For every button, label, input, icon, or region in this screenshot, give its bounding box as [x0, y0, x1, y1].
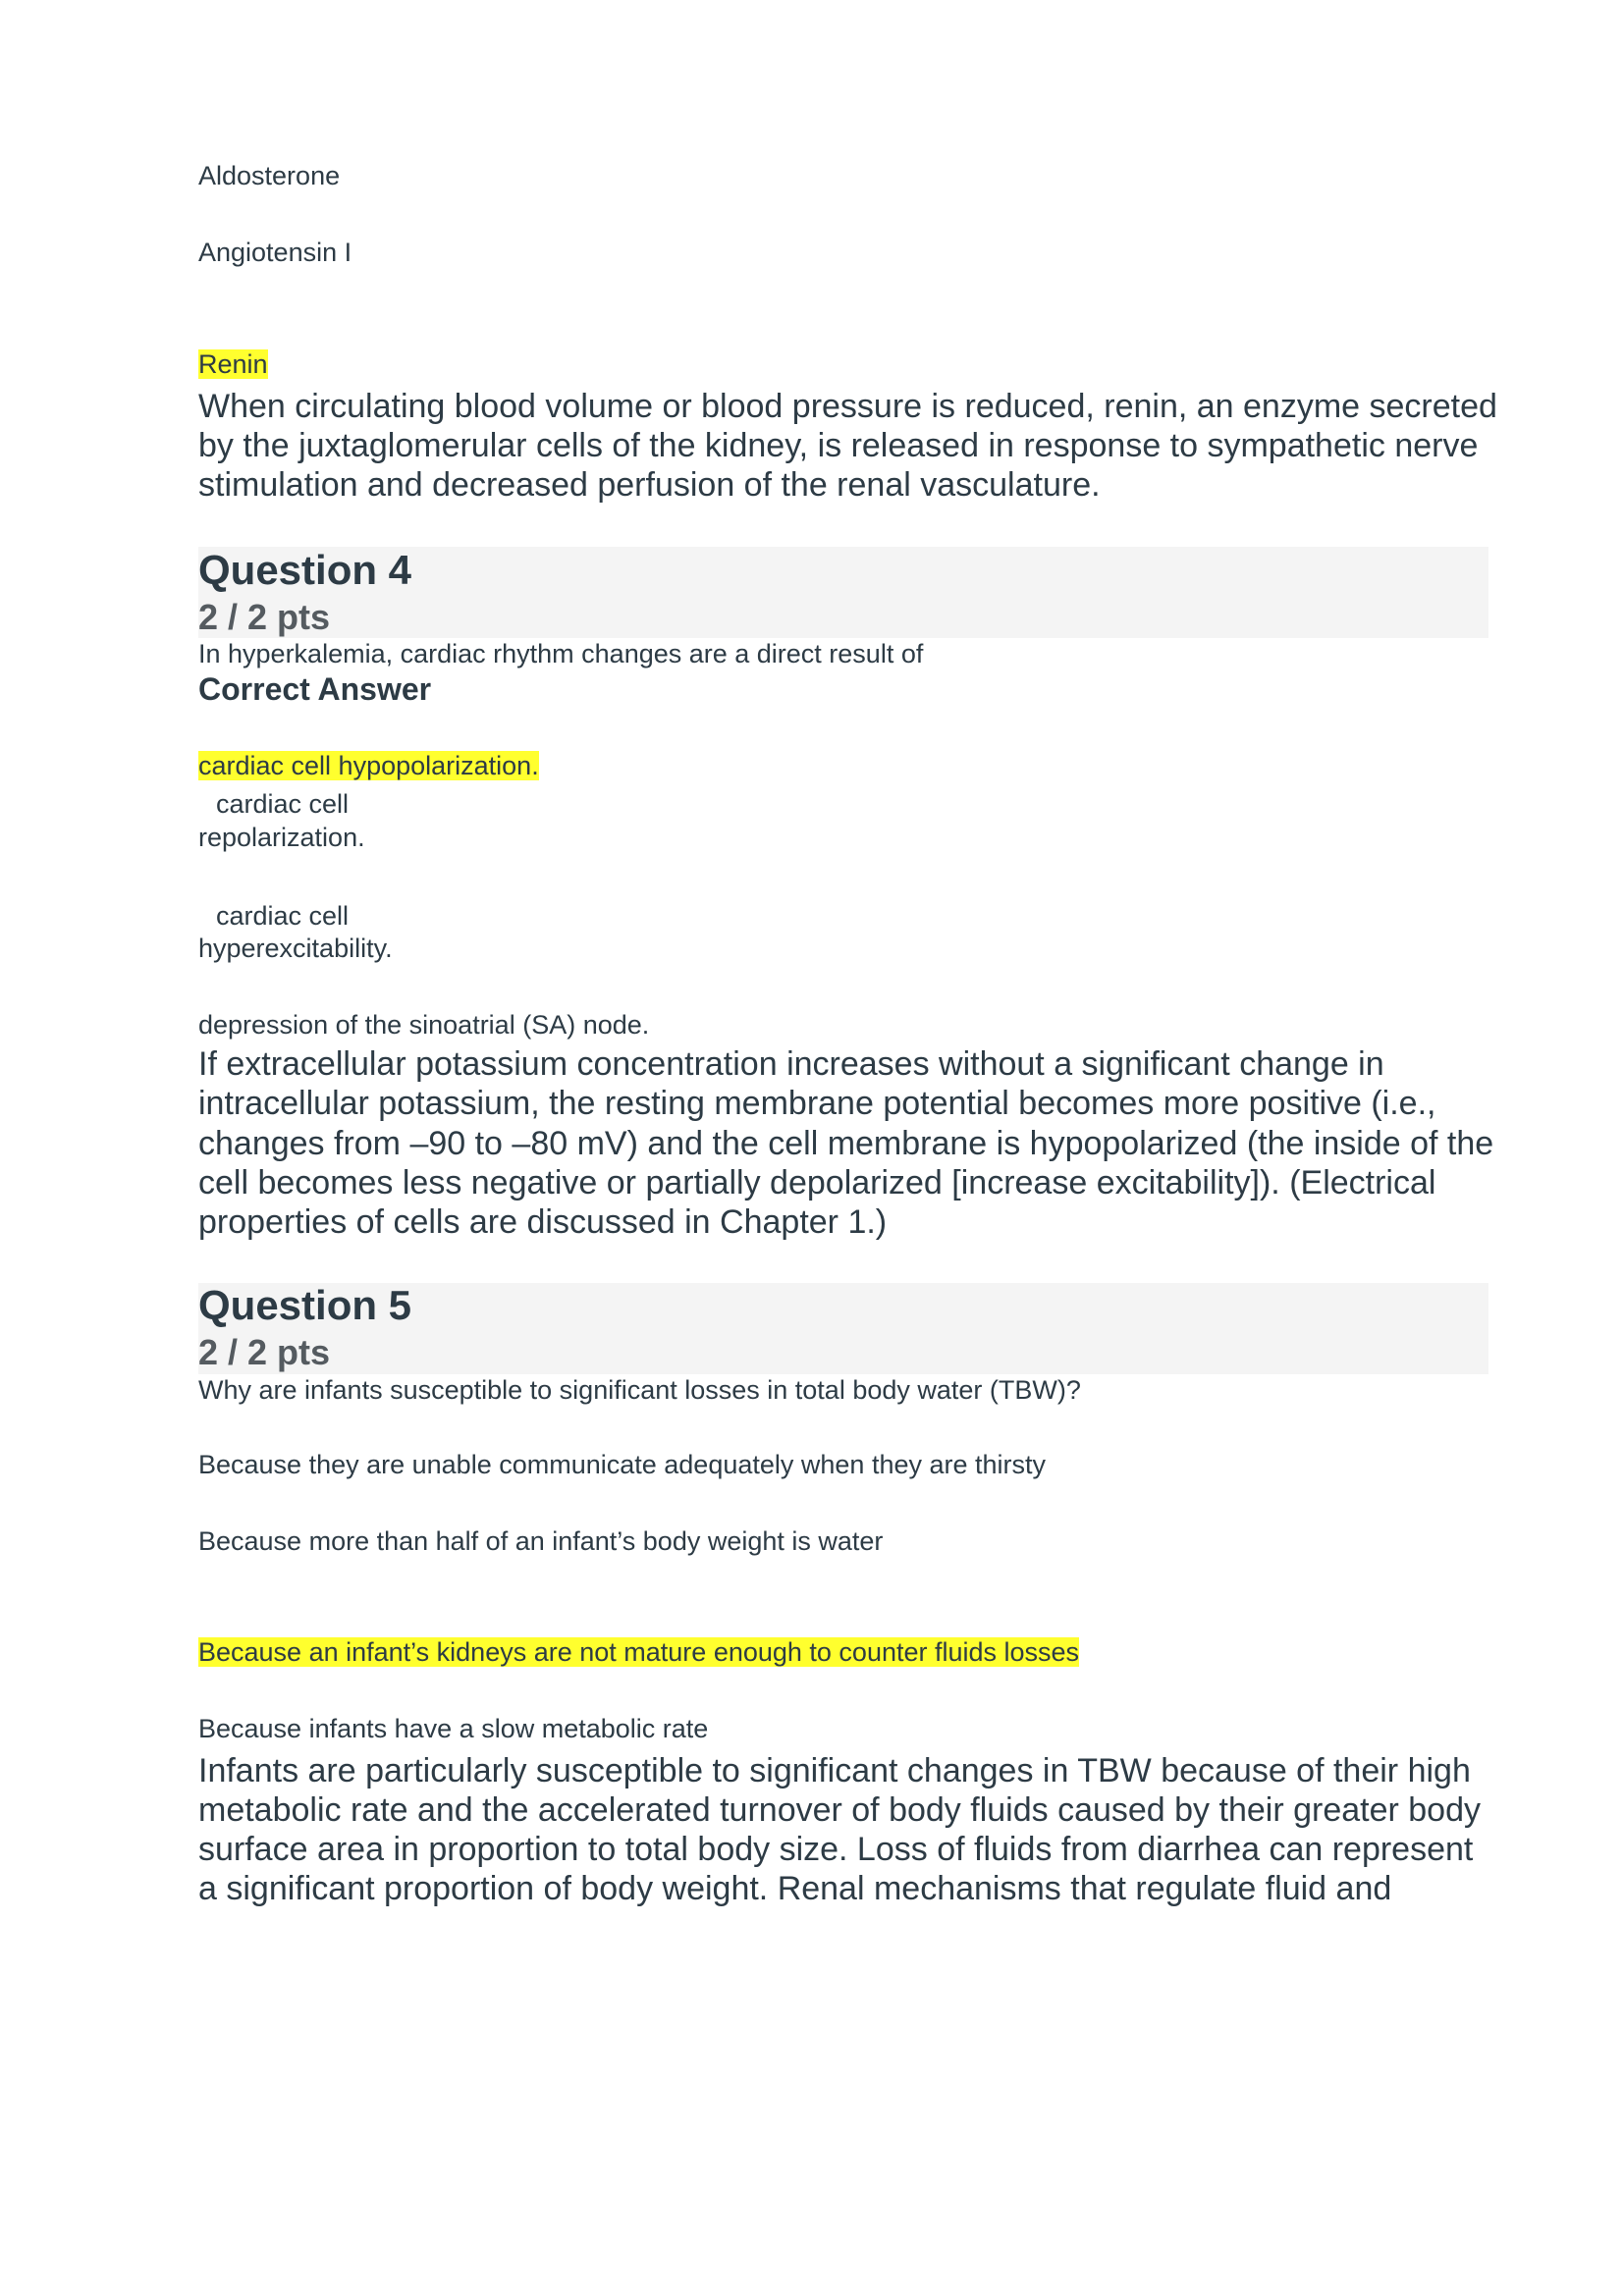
q4-explanation-line: properties of cells are discussed in Chapter 1.): [198, 1203, 888, 1241]
q3-option-angiotensin: Angiotensin I: [198, 238, 352, 267]
q4-explanation-line: intracellular potassium, the resting membrane potential becomes more positive (i.e.,: [198, 1085, 1436, 1122]
q4-option-b-line1: cardiac cell: [216, 789, 350, 819]
q4-option-c-line2: hyperexcitability.: [198, 934, 393, 963]
q5-explanation-line: Infants are particularly susceptible to significant changes in TBW because of their high: [198, 1752, 1471, 1789]
q5-option-d: Because infants have a slow metabolic rate: [198, 1714, 709, 1743]
q4-option-c-line1: cardiac cell: [216, 901, 350, 931]
q5-option-b: Because more than half of an infant’s body weight is water: [198, 1526, 884, 1556]
q4-correct-answer-label: Correct Answer: [198, 671, 432, 707]
q4-points: 2 / 2 pts: [198, 597, 331, 637]
q5-title: Question 5: [198, 1282, 412, 1328]
q4-explanation-line: cell becomes less negative or partially depolarized [increase excitability]). (Electrical: [198, 1164, 1436, 1201]
q4-option-b-line2: repolarization.: [198, 823, 365, 852]
q5-explanation-line: surface area in proportion to total body size. Loss of fluids from diarrhea can represent: [198, 1831, 1474, 1868]
highlight: cardiac cell hypopolarization.: [198, 751, 539, 780]
q5-points: 2 / 2 pts: [198, 1332, 331, 1372]
q5-option-a: Because they are unable communicate adequately when they are thirsty: [198, 1450, 1047, 1479]
q4-explanation-line: If extracellular potassium concentration increases without a significant change in: [198, 1045, 1384, 1083]
q4-title: Question 4: [198, 547, 412, 593]
q4-option-d: depression of the sinoatrial (SA) node.: [198, 1010, 650, 1040]
q4-option-correct: [198, 750, 539, 781]
highlight: Because an infant’s kidneys are not mature enough to counter fluids losses: [198, 1637, 1080, 1667]
q4-explanation-line: changes from –90 to –80 mV) and the cell membrane is hypopolarized (the inside of the: [198, 1125, 1494, 1162]
q3-explanation-line: by the juxtaglomerular cells of the kidney, is released in response to sympathetic nerve: [198, 427, 1479, 464]
q5-option-correct: [198, 1636, 1079, 1668]
q3-explanation-line: stimulation and decreased perfusion of the renal vasculature.: [198, 466, 1101, 504]
q3-explanation-line: When circulating blood volume or blood pressure is reduced, renin, an enzyme secreted: [198, 388, 1497, 425]
q4-prompt: In hyperkalemia, cardiac rhythm changes are a direct result of: [198, 639, 924, 668]
q3-option-aldosterone: Aldosterone: [198, 161, 341, 190]
q5-explanation-line: a significant proportion of body weight. Renal mechanisms that regulate fluid and: [198, 1870, 1392, 1907]
q5-explanation-line: metabolic rate and the accelerated turnover of body fluids caused by their greater body: [198, 1791, 1481, 1829]
q3-option-renin-correct: [198, 348, 268, 380]
q5-prompt: Why are infants susceptible to significant losses in total body water (TBW)?: [198, 1375, 1081, 1405]
highlight: Renin: [198, 349, 268, 379]
